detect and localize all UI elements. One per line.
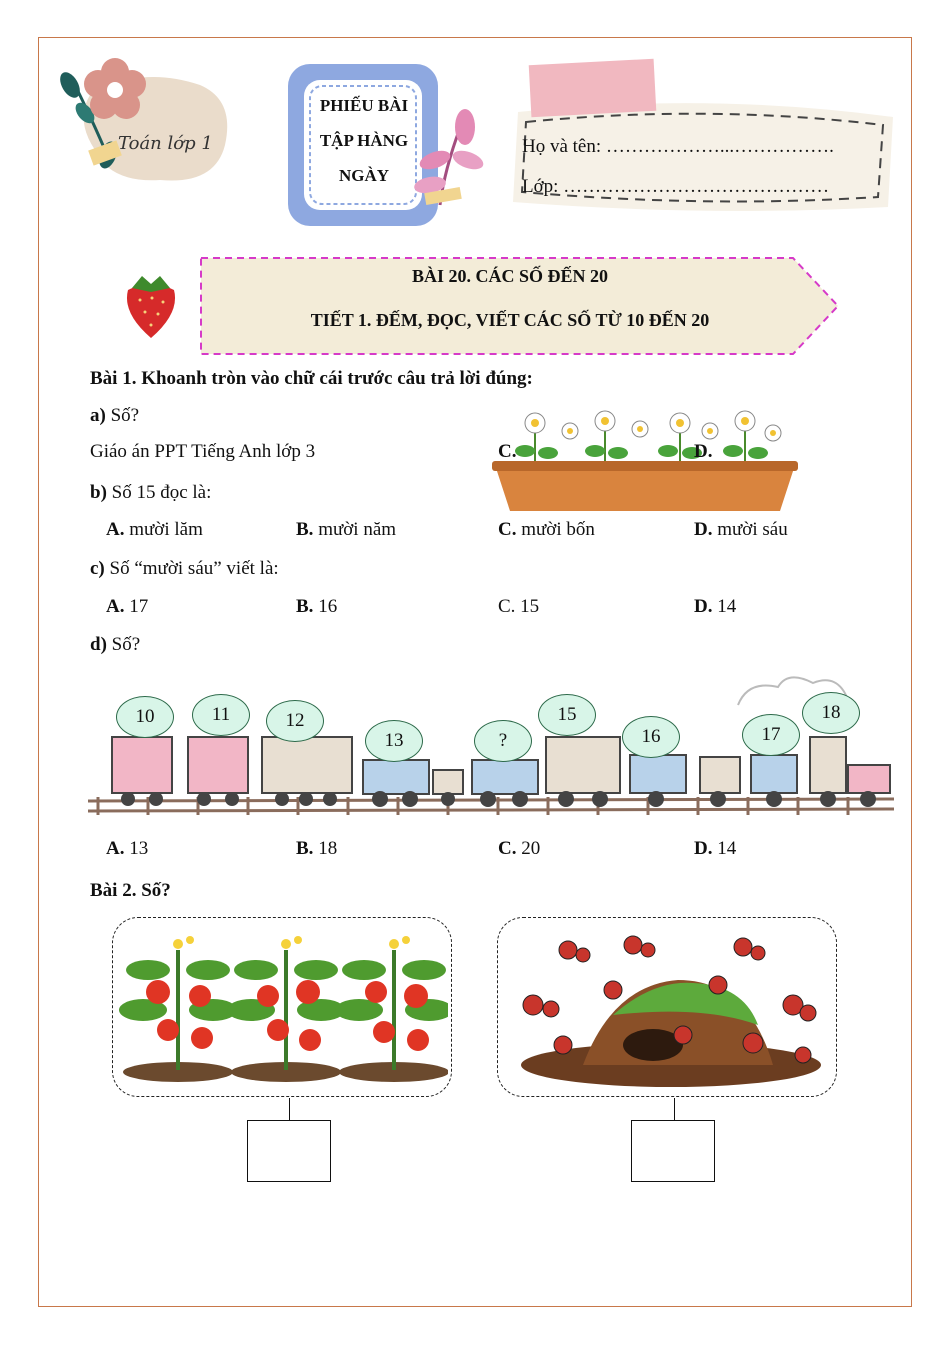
- option-c-b[interactable]: B. 16: [296, 596, 338, 617]
- question-c: c) Số “mười sáu” viết là:: [90, 558, 279, 579]
- train-number: 18: [802, 692, 860, 734]
- name-field[interactable]: Họ và tên: ………………...…………….: [522, 136, 834, 157]
- option-b-b[interactable]: B. mười năm: [296, 519, 397, 540]
- option-a-d[interactable]: D.: [694, 441, 713, 462]
- strawberry-icon: [120, 268, 182, 340]
- question-a: a) Số?: [90, 405, 140, 426]
- connector-line: [289, 1098, 290, 1120]
- lesson-title: BÀI 20. CÁC SỐ ĐẾN 20: [411, 266, 609, 286]
- class-field[interactable]: Lớp: ……………………………………: [522, 176, 830, 197]
- washi-tape: [529, 59, 657, 117]
- exercise-2-heading: Bài 2. Số?: [90, 880, 171, 901]
- ant-answer-box[interactable]: [631, 1120, 715, 1182]
- train-number: 15: [538, 694, 596, 736]
- brand-flower-decoration: [50, 55, 240, 195]
- option-d-b[interactable]: B. 18: [296, 838, 338, 859]
- option-b-a[interactable]: A. mười lăm: [106, 519, 203, 540]
- train-number: 10: [116, 696, 174, 738]
- option-d-a[interactable]: A. 13: [106, 838, 149, 859]
- option-c-d[interactable]: D. 14: [694, 596, 737, 617]
- train-number: 13: [365, 720, 423, 762]
- exercise-1-heading: Bài 1. Khoanh tròn vào chữ cái trước câu trả lời đúng:: [90, 368, 533, 389]
- option-a-c[interactable]: C.: [498, 441, 517, 462]
- question-d: d) Số?: [90, 634, 141, 655]
- train-number: 11: [192, 694, 250, 736]
- option-b-d[interactable]: D. mười sáu: [694, 519, 788, 540]
- train-number: 16: [622, 716, 680, 758]
- worksheet-title: PHIẾU BÀI TẬP HÀNG NGÀY: [319, 96, 409, 185]
- train-number: 17: [742, 714, 800, 756]
- tomato-plants-image: [118, 930, 448, 1090]
- option-d-d[interactable]: D. 14: [694, 838, 737, 859]
- question-a-text: Giáo án PPT Tiếng Anh lớp 3: [90, 441, 316, 462]
- question-b: b) Số 15 đọc là:: [90, 482, 212, 503]
- train-number: 12: [266, 700, 324, 742]
- option-d-c[interactable]: C. 20: [498, 838, 541, 859]
- tomato-answer-box[interactable]: [247, 1120, 331, 1182]
- connector-line: [674, 1098, 675, 1120]
- ant-hill-image: [503, 925, 833, 1090]
- brand-label: Toán lớp 1: [118, 133, 213, 154]
- lesson-subtitle: TIẾT 1. ĐẾM, ĐỌC, VIẾT CÁC SỐ TỪ 10 ĐẾN 20: [310, 310, 710, 330]
- option-c-a[interactable]: A. 17: [106, 596, 149, 617]
- missing-number[interactable]: ?: [474, 720, 532, 762]
- option-c-c[interactable]: C. 15: [498, 596, 540, 617]
- flower-pot-image: [490, 403, 800, 513]
- option-b-c[interactable]: C. mười bốn: [498, 519, 595, 540]
